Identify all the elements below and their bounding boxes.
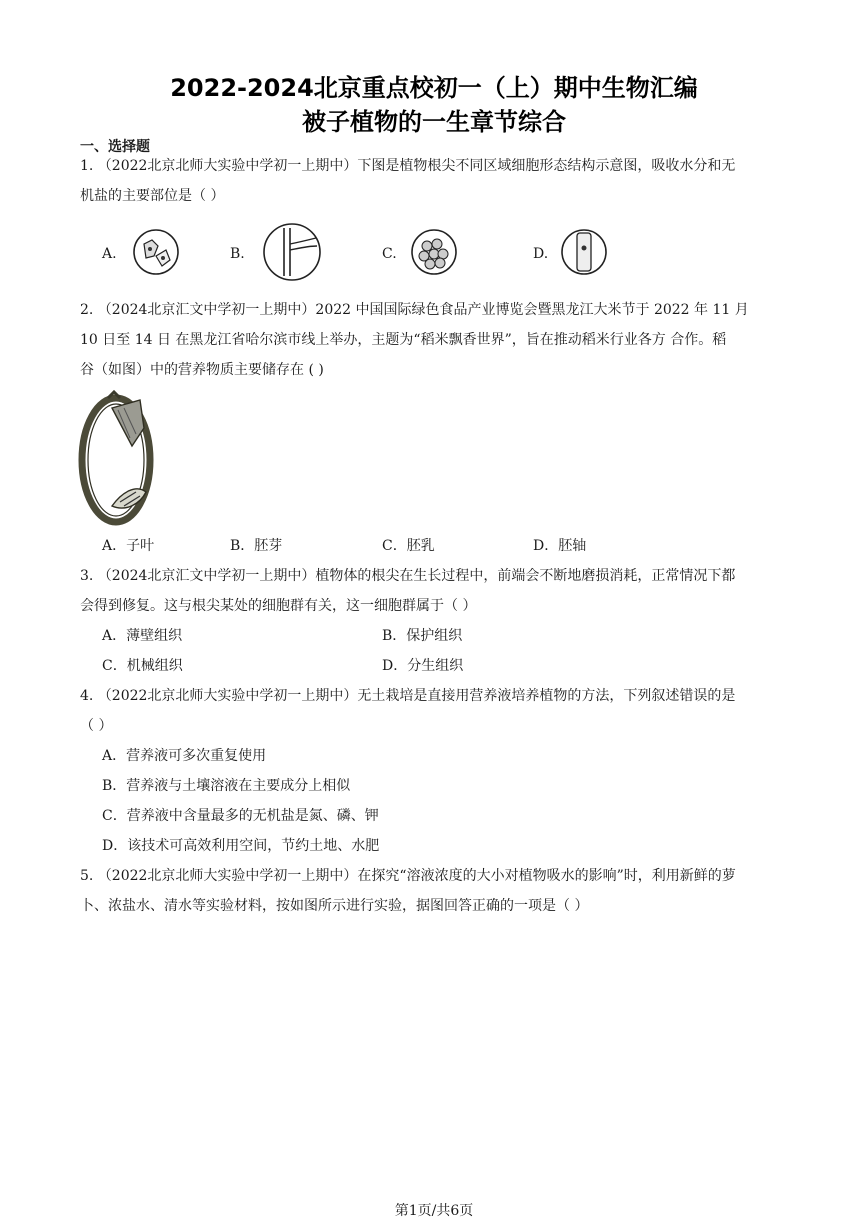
q1-option-b-root-hair-image xyxy=(260,222,324,282)
q1-stem-line2: 机盐的主要部位是（ ） xyxy=(80,188,225,204)
q4-option-b: B．营养液与土壤溶液在主要成分上相似 xyxy=(102,778,351,794)
q4-stem-line2: （ ） xyxy=(80,718,113,734)
q3-option-d: D．分生组织 xyxy=(382,658,464,674)
q3-stem-line2: 会得到修复。这与根尖某处的细胞群有关，这一细胞群属于（ ） xyxy=(80,598,477,614)
document-title: 2022-2024北京重点校初一（上）期中生物汇编 xyxy=(170,74,698,102)
q4-option-a: A．营养液可多次重复使用 xyxy=(102,748,267,764)
q1-option-a-label: A. xyxy=(102,246,117,262)
q2-stem-line1: 2. （2024北京汇文中学初一上期中）2022 中国国际绿色食品产业博览会暨黑龙江大米节于 2022 年 11 月 xyxy=(80,302,749,318)
rice-grain-image xyxy=(78,388,158,528)
q1-option-c-meristem-image xyxy=(410,226,458,278)
q3-option-a: A．薄壁组织 xyxy=(102,628,183,644)
q5-stem-line2: 卜、浓盐水、清水等实验材料，按如图所示进行实验，据图回答正确的一项是（ ） xyxy=(80,898,589,914)
q1-option-d-label: D. xyxy=(533,246,549,262)
q4-stem-line1: 4. （2022北京北师大实验中学初一上期中）无土栽培是直接用营养液培养植物的方法，下列叙述错误的是 xyxy=(80,688,736,704)
q3-stem-line1: 3. （2024北京汇文中学初一上期中）植物体的根尖在生长过程中，前端会不断地磨损消耗，正常情况下都 xyxy=(80,568,736,584)
q2-option-b: B．胚芽 xyxy=(230,538,283,554)
q4-option-d: D．该技术可高效利用空间，节约土地、水肥 xyxy=(102,838,380,854)
q2-option-a: A．子叶 xyxy=(102,538,155,554)
q2-stem-line3: 谷（如图）中的营养物质主要储存在 ( ) xyxy=(80,362,324,378)
q5-stem-line1: 5. （2022北京北师大实验中学初一上期中）在探究“溶液浓度的大小对植物吸水的影响”时，利用新鲜的萝 xyxy=(80,868,736,884)
q3-option-c: C．机械组织 xyxy=(102,658,183,674)
q1-option-a-cell-image xyxy=(132,226,180,278)
q1-option-b-label: B. xyxy=(230,246,245,262)
q1-stem-line1: 1. （2022北京北师大实验中学初一上期中）下图是植物根尖不同区域细胞形态结构示意图，吸收水分和无 xyxy=(80,158,736,174)
q1-option-c-label: C. xyxy=(382,246,397,262)
q2-option-c: C．胚乳 xyxy=(382,538,435,554)
q4-option-c: C．营养液中含量最多的无机盐是氮、磷、钾 xyxy=(102,808,379,824)
q2-stem-line2: 10 日至 14 日 在黑龙江省哈尔滨市线上举办，主题为“稻米飘香世界”，旨在推动稻米行业各方 合作。稻 xyxy=(80,332,727,348)
q3-option-b: B．保护组织 xyxy=(382,628,463,644)
q1-option-d-elongation-cell-image xyxy=(560,226,608,278)
document-subtitle: 被子植物的一生章节综合 xyxy=(302,108,566,136)
q2-option-d: D．胚轴 xyxy=(533,538,587,554)
page-number: 第1页/共6页 xyxy=(394,1203,474,1219)
section-heading: 一、选择题 xyxy=(80,139,150,155)
